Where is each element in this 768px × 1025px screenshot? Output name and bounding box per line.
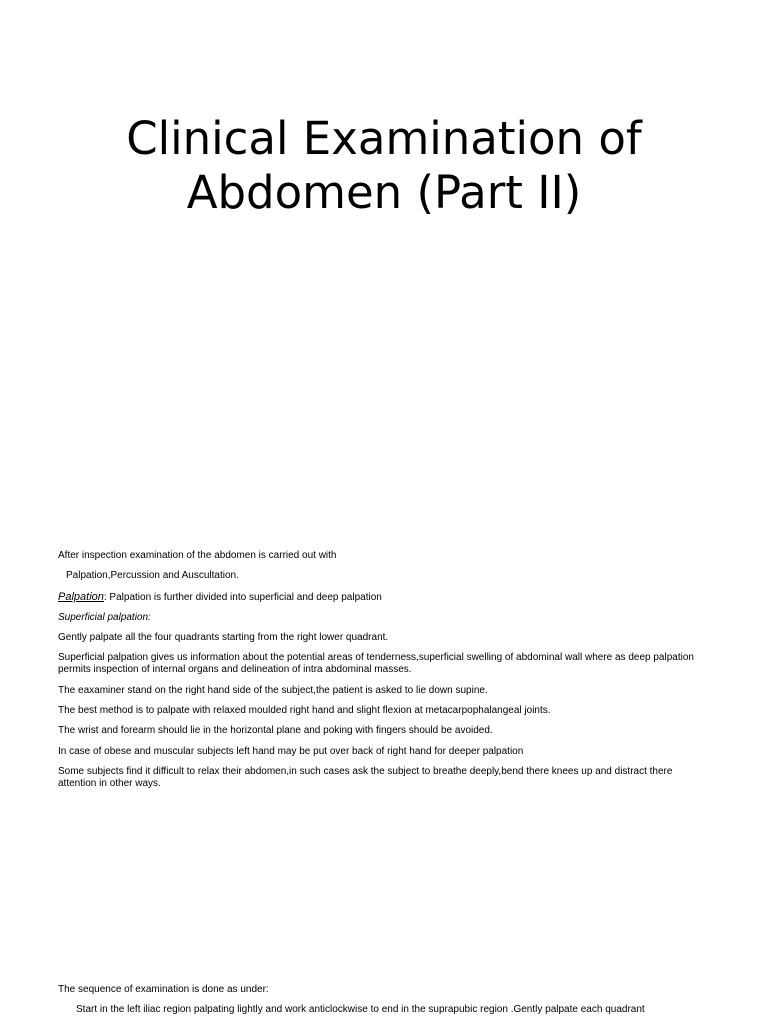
- paragraph: The wrist and forearm should lie in the horizontal plane and poking with fingers should be avoided.: [58, 725, 493, 737]
- paragraph: The best method is to palpate with relaxed moulded right hand and slight flexion at metacarpophalangeal joints.: [58, 705, 551, 717]
- paragraph: In case of obese and muscular subjects left hand may be put over back of right hand for deeper palpation: [58, 745, 524, 757]
- palpation-heading: Palpation: [58, 590, 104, 603]
- sequence-text: [58, 984, 738, 1025]
- paragraph: Start in the left iliac region palpating lightly and work anticlockwise to end in the suprapubic region .Gently palpate each quadrant: [76, 1004, 645, 1016]
- page-title: [0, 112, 768, 220]
- superficial-palpation-heading: Superficial palpation:: [58, 611, 151, 623]
- title-line-2: Abdomen (Part II): [186, 166, 582, 219]
- paragraph: The sequence of examination is done as under:: [58, 984, 269, 995]
- paragraph: Some subjects find it difficult to relax their abdomen,in such cases ask the subject to breathe deeply,bend there knees up and distract there attention in other ways.: [58, 765, 673, 789]
- paragraph: Palpation,Percussion and Auscultation.: [66, 570, 239, 582]
- paragraph: The eaxaminer stand on the right hand side of the subject,the patient is asked to lie down supine.: [58, 684, 488, 696]
- palpation-description: : Palpation is further divided into superficial and deep palpation: [103, 591, 382, 603]
- paragraph-palpation: [58, 591, 708, 604]
- title-line-1: Clinical Examination of: [126, 112, 642, 165]
- paragraph: Gently palpate all the four quadrants starting from the right lower quadrant.: [58, 632, 389, 644]
- body-text: [58, 550, 708, 798]
- paragraph: After inspection examination of the abdomen is carried out with: [58, 550, 337, 561]
- paragraph: Superficial palpation gives us information about the potential areas of tenderness,superficial swelling of abdominal wall where as deep palpation permits inspection of internal organs and delineation of intra abdominal masses.: [58, 652, 694, 676]
